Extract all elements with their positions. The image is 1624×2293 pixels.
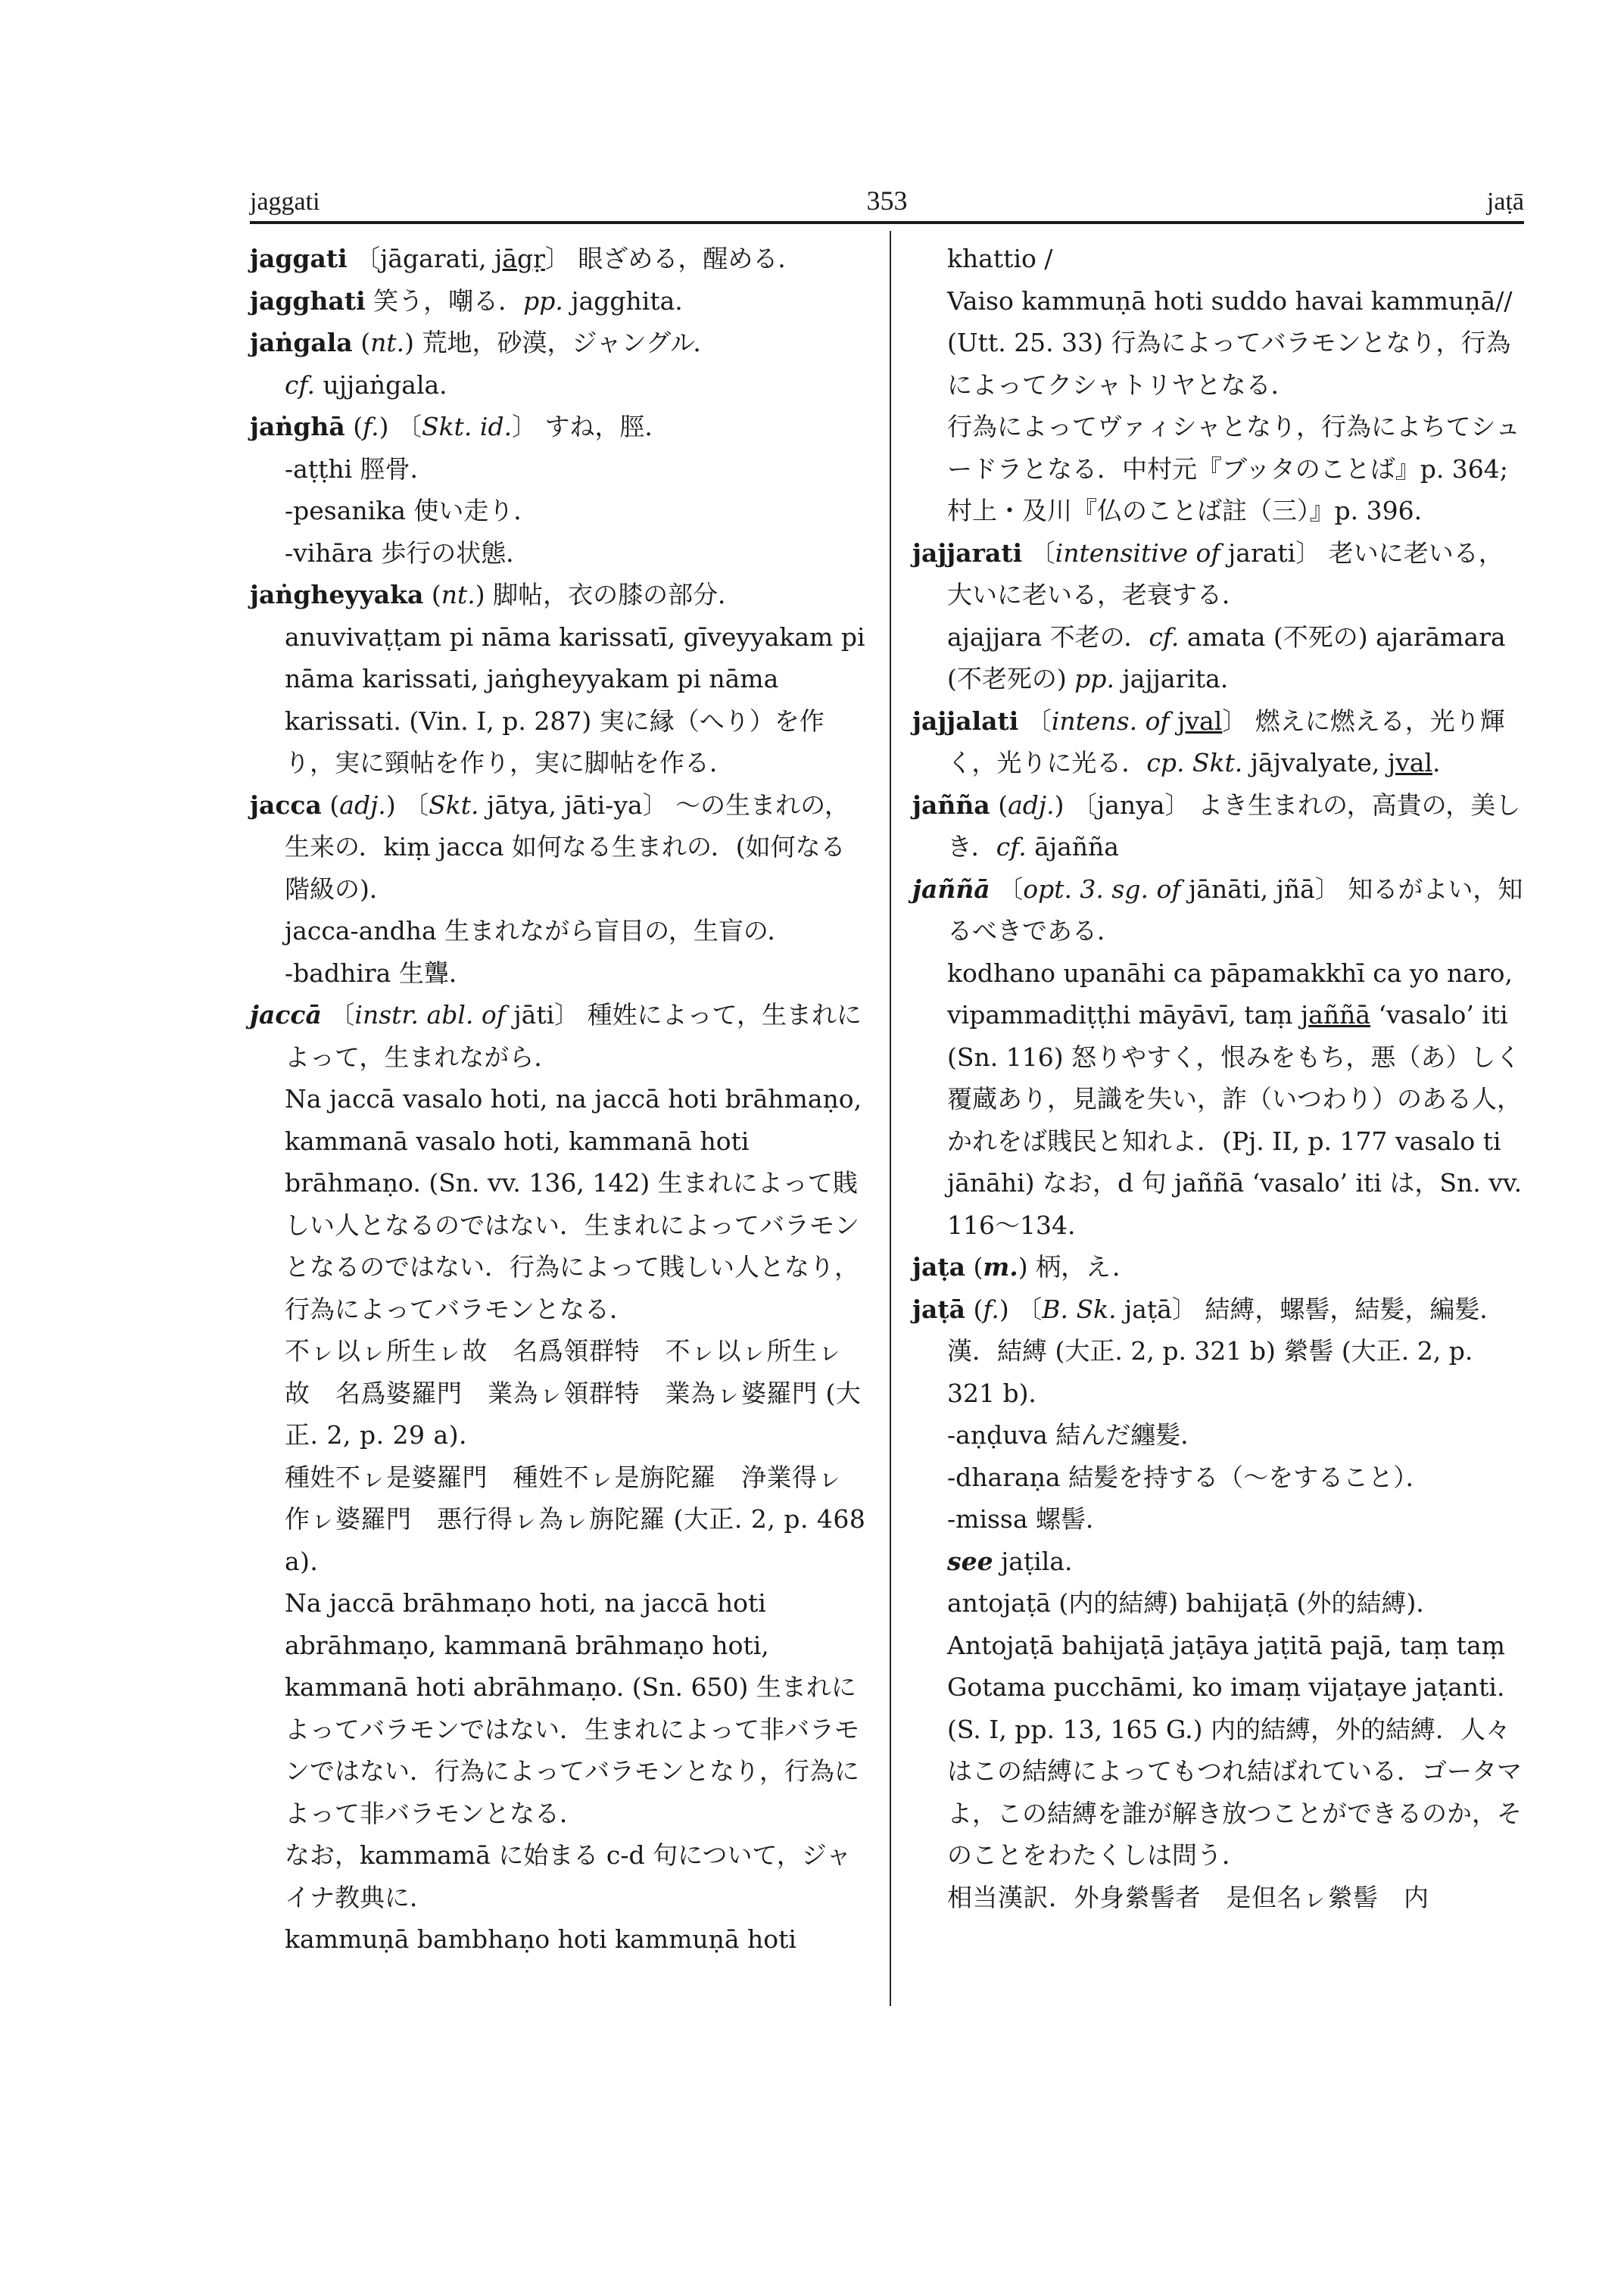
entry-line [912,1498,1524,1541]
headword: jajjalati [912,706,1019,736]
entry-text: anuvivaṭṭam pi nāma karissatī, gīveyyakam pi nāma karissati, jaṅgheyyakam pi nāma karissati. (Vin. I, p. 287) 実に縁（へり）を作り，実に頸帖を作り，実に脚帖を作る． [285,622,865,777]
entry-text: ( [423,580,441,609]
dictionary-entry [250,994,867,1078]
entry-line [912,1877,1524,1919]
entry-text: -badhira 生聾． [285,958,474,988]
entry-text: kammuṇā bambhaṇo hoti kammuṇā hoti [285,1924,796,1954]
entry-text: ( [352,328,371,357]
dictionary-entry [250,280,867,322]
entry-line [250,952,867,995]
entry-text: kodhano upanāhi ca pāpamakkhī ca yo naro, vipammadiṭṭhi māyāvī, taṃ [947,958,1513,1030]
dictionary-entry [912,532,1524,616]
grammar-label: adj. [1008,790,1055,820]
entry-line [912,616,1524,700]
entry-text: ājañña [1026,832,1119,861]
entry-line [250,364,867,407]
entry-text: ( [321,790,340,820]
entry-text: -aṭṭhi 脛骨． [285,453,435,484]
headword: jaṭā [912,1294,965,1324]
entry-text: -vihāra 歩行の状態． [285,537,531,568]
entry-text: -missa 螺髻． [947,1504,1111,1534]
entry-line [912,406,1524,532]
entry-text: ujjaṅgala. [315,369,447,400]
entry-text: jānāti, jñā〕 知るがよい，知るべきである． [947,874,1523,946]
entry-text: ( [965,1252,983,1282]
entry-text: jātya, jāti-ya〕 ～の生まれの，生来の．kiṃ jacca 如何なる生まれの．(如何なる階級の)． [285,790,849,904]
entry-text: 〕 燃えに燃える，光り輝く，光りに光る． [947,706,1505,777]
headword: jacca [250,790,322,820]
headword: see [947,1546,993,1576]
entry-text: 〔jāgarati, [347,244,495,273]
dictionary-entry [250,238,867,280]
dictionary-entry [912,784,1524,868]
entry-line [250,532,867,575]
entry-text: ( [965,1294,983,1324]
headword: jagghati [250,285,366,316]
entry-line [912,238,1524,280]
header-rule [250,221,1524,224]
dictionary-entry [250,322,867,364]
entry-text: jaññā [1300,1000,1371,1030]
entry-text: jacca-andha 生まれながら盲目の，生盲の． [285,916,793,946]
entry-line [250,1330,867,1456]
entry-line [250,490,867,532]
entry-text: なお，kammamā に始まる c-d 句について，ジャイナ教典に． [285,1840,852,1912]
grammar-label: f. [983,1294,999,1324]
headword: jaggati [250,244,348,273]
grammar-label: cf. [996,832,1027,861]
entry-text: -aṇḍuva 結んだ纏髪． [947,1420,1206,1450]
entry-line [912,1582,1524,1625]
entry-text: ) 脚帖，衣の膝の部分． [475,580,743,609]
grammar-label: cf. [285,369,316,400]
entry-text: -pesanika 使い走り． [285,496,539,525]
entry-text: -dharaṇa 結髪を持する（～をすること）． [947,1462,1431,1492]
dictionary-entry [912,700,1524,784]
entry-text: khattio / [947,244,1053,273]
dictionary-entry [250,406,867,448]
dictionary-entry [912,1288,1524,1415]
entry-text [1170,706,1178,736]
entry-text: 行為によってヴァィシャとなり，行為によちてシュードラとなる．中村元『ブッタのことば』p. 364; 村上・及川『仏のことば註（三）』p. 396. [947,412,1521,525]
entry-line [912,952,1524,1247]
entry-line [250,1582,867,1834]
grammar-label: intens. of [1051,706,1170,736]
grammar-label: nt. [441,580,475,609]
entry-text: 〔 [990,874,1024,904]
entry-text: ) 〔janya〕 よき生まれの，高貴の，美しき． [947,790,1521,861]
entry-text: Antojaṭā bahijaṭā jaṭāya jaṭitā pajā, taṃ taṃ Gotama pucchāmi, ko imaṃ vijaṭaye jaṭanti. (S. I, pp. 13, 165 G.) 内的結縛，外的結縛．人々はこの結縛によってもつれ結ばれている．ゴータマよ，この結縛を誰が解き放つことができるのか，そのことをわたくしは問う． [947,1630,1522,1870]
entry-text: ( [990,790,1008,820]
entry-text: 不ㇾ以ㇾ所生ㇾ故 名爲領群特 不ㇾ以ㇾ所生ㇾ故 名爲婆羅門 業為ㇾ領群特 業為ㇾ婆羅門 (大正. 2, p. 29 a)． [285,1336,862,1450]
entry-text: Vaiso kammuṇā hoti suddo havai kammuṇā// (Utt. 25. 33) 行為によってバラモンとなり，行為によってクシャトリヤとなる． [947,285,1513,400]
entry-text: jājvalyate, [1242,748,1388,777]
entry-text: 種姓不ㇾ是婆羅門 種姓不ㇾ是旃陀羅 浄業得ㇾ作ㇾ婆羅門 悪行得ㇾ為ㇾ旃陀羅 (大正. 2, p. 468 a)． [285,1462,866,1576]
entry-text: jval [1387,748,1432,777]
entry-text: ) 柄，え． [1018,1252,1138,1282]
entry-text: ) 〔 [385,790,429,820]
entry-text: 相当漢訳．外身縈髻者 是但名ㇾ縈髻 内 [947,1882,1429,1912]
entry-text: ‘vasalo’ iti (Sn. 116) 怒りやすく，恨みをもち，悪（あ）しく覆蔵あり，見識を失い，詐（いつわり）のある人，かれをば賎民と知れよ．(Pj. II, p. 177 vasalo ti jānāhi) なお，d 句 jaññā ‘vasalo’ iti は，Sn. vv. 116～134. [947,1000,1523,1240]
entry-line [912,1541,1524,1583]
grammar-label: f. [363,412,379,441]
entry-line [250,1456,867,1583]
entry-text: amata (不死の) ajarāmara (不老死の) [947,622,1506,693]
page-number: 353 [866,185,908,216]
entry-text: 笑う，嘲る． [365,285,524,316]
entry-text: ajajjara 不老の． [947,622,1149,652]
headword: jaccā [250,1000,322,1030]
entry-text: ) 〔 [379,412,422,441]
grammar-label: B. Sk. [1042,1294,1117,1324]
entry-line [250,616,867,784]
entry-text: jaṭila. [993,1546,1073,1576]
entry-text: jajjarita. [1114,664,1229,693]
right-column [912,238,1524,1918]
entry-text: jāgṛ [494,244,545,273]
page-header [250,182,1524,220]
entry-line [250,910,867,952]
entry-text: jarati〕 老いに老いる，大いに老いる，老衰する． [947,537,1504,609]
headword: jajjarati [912,537,1023,568]
grammar-label: cf. [1149,622,1180,652]
headword: jaṅgala [250,328,353,357]
grammar-label: pp. [1074,664,1114,693]
entry-text: Na jaccā brāhmaṇo hoti, na jaccā hoti abrāhmaṇo, kammanā brāhmaṇo hoti, kammanā hoti abrāhmaṇo. (Sn. 650) 生まれによってバラモンではない．生まれによって非バラモンではない．行為によってバラモンとなり，行為によって非バラモンとなる． [285,1588,859,1828]
dictionary-entry [912,1246,1524,1288]
grammar-label: Skt. [429,790,479,820]
entry-text: ) 〔 [999,1294,1043,1324]
grammar-label: intensitive of [1055,537,1220,568]
entry-text: antojaṭā (内的結縛) bahijaṭā (外的結縛)． [947,1588,1442,1618]
entry-line [250,448,867,491]
entry-text: . [1432,748,1441,777]
entry-text: jaṭā〕 結縛，螺髻，結髪，編髪．漢．結縛 (大正. 2, p. 321 b) 縈髻 (大正. 2, p. 321 b)． [947,1294,1505,1408]
entry-text: ) 荒地，砂漠，ジャングル． [404,328,718,357]
entry-text: 〕 すね，脛． [512,412,670,441]
grammar-label: opt. 3. sg. of [1023,874,1181,904]
headword: jaññā [912,874,990,904]
entry-text: jagghita. [563,285,683,316]
entry-text: 〔 [321,1000,355,1030]
entry-line [912,1414,1524,1456]
headword: jaṅghā [250,412,345,441]
running-head-right: jaṭā [1486,188,1524,216]
dictionary-entry [250,574,867,616]
headword: jaṅgheyyaka [250,580,424,609]
column-divider [890,231,891,2006]
headword: jañña [912,790,990,820]
entry-line [250,1918,867,1961]
headword: m. [983,1252,1018,1282]
dictionary-entry [250,784,867,911]
entry-line [912,1625,1524,1877]
entry-line [912,1456,1524,1499]
entry-line [912,280,1524,407]
entry-text: 〔 [1018,706,1052,736]
entry-text: jāti〕 種姓によって，生まれによって，生まれながら． [285,1000,862,1072]
grammar-label: nt. [370,328,405,357]
grammar-label: cp. Skt. [1146,748,1243,777]
headword: jaṭa [912,1252,965,1282]
entry-text: 〔 [1022,537,1055,568]
running-head-left: jaggati [250,188,320,216]
grammar-label: Skt. id. [422,412,513,441]
grammar-label: pp. [523,285,563,316]
entry-line [250,1834,867,1918]
entry-text: jval [1177,706,1223,736]
entry-text: Na jaccā vasalo hoti, na jaccā hoti brāhmaṇo, kammanā vasalo hoti, kammanā hoti brāhmaṇo. (Sn. vv. 136, 142) 生まれによって賎しい人となるのではない．生まれによってバラモンとなるのではない．行為によって賎しい人となり，行為によってバラモンとなる． [285,1084,862,1324]
entry-text: 〕 眼ざめる，醒める． [544,244,803,273]
left-column [250,238,867,1961]
grammar-label: adj. [339,790,386,820]
grammar-label: instr. abl. of [354,1000,506,1030]
dictionary-entry [912,868,1524,952]
entry-text: ( [344,412,363,441]
entry-line [250,1078,867,1330]
